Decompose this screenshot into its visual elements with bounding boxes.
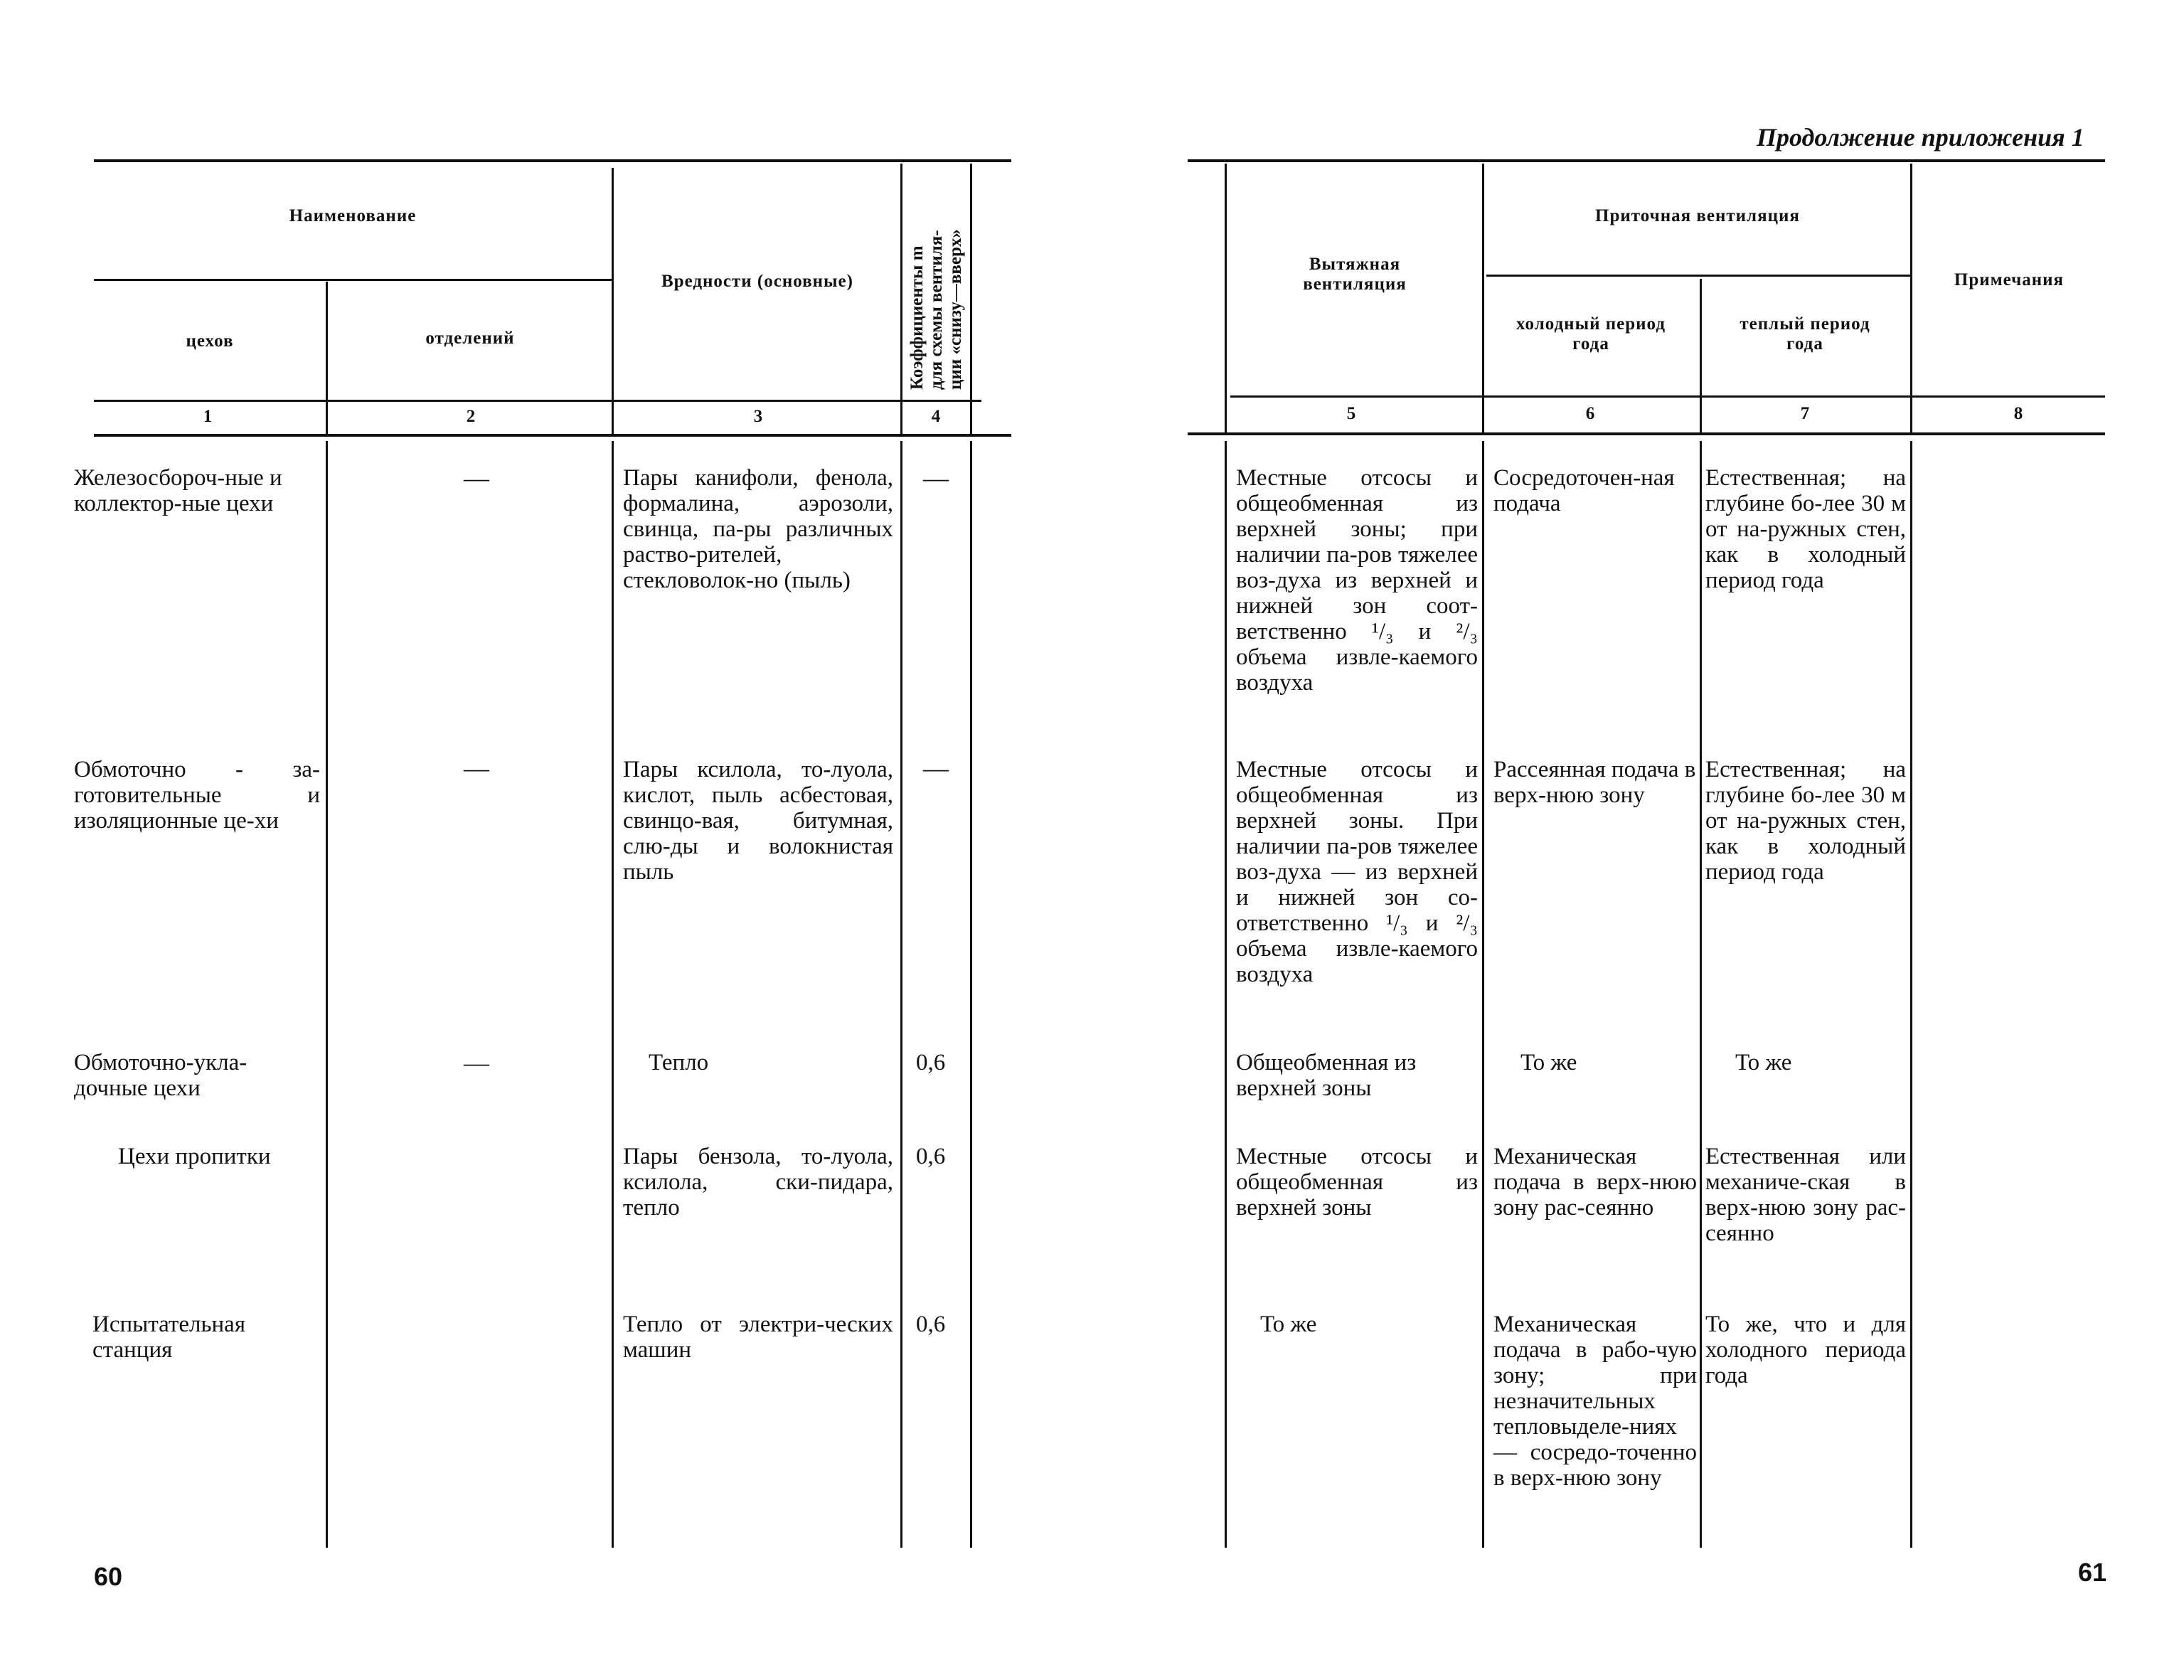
row2-vytyazhnaya: Местные отсосы и общеобменная из верхней зоны. При наличии па-ров тяжелее воз-духа — из верхней и нижней зон со-ответственно ¹/₃ и ²/₃ объема извле-каемого воздуха <box>1236 757 1478 987</box>
running-head: Продолжение приложения 1 <box>1757 123 2084 151</box>
table-top-rule-left <box>94 159 1011 162</box>
row4-vytyazhnaya: Местные отсосы и общеобменная из верхней зоны <box>1236 1144 1478 1221</box>
row3-teply: То же <box>1735 1050 1792 1075</box>
header-vrednosti: Вредности (основные) <box>661 272 853 291</box>
row1-otdelenie: — <box>464 464 489 492</box>
row2-otdelenie: — <box>464 754 489 782</box>
row3-vrednosti: Тепло <box>649 1050 709 1075</box>
page-number-left: 60 <box>94 1562 123 1591</box>
header-koeff-line-2: для схемы вентиля- <box>927 230 946 390</box>
colnum-bottom-rule-left <box>94 434 1011 437</box>
vrule-header-3-4 <box>900 164 902 434</box>
header-koeff-line-1: Коэффициенты m <box>907 245 927 390</box>
vrule-r-header-5-6 <box>1482 164 1484 432</box>
row5-kholodny: Механическая подача в рабо-чую зону; при незначительных тепловыделе-ниях — сосредо-точенно в верх-нюю зону <box>1493 1312 1697 1491</box>
row3-kholodny: То же <box>1520 1050 1577 1075</box>
colnum-6: 6 <box>1585 404 1595 423</box>
header-bottom-rule-right <box>1230 395 2105 398</box>
vrule-r-body-5-6 <box>1482 441 1484 1548</box>
header-bottom-rule-left <box>94 400 981 402</box>
row4-teply: Естественная или механиче-ская в верх-нюю зону рас-сеянно <box>1705 1144 1906 1246</box>
row2-vrednosti: Пары ксилола, то-луола, кислот, пыль асбестовая, свинцо-вая, битумная, слю-ды и волокнистая пыль <box>623 757 893 885</box>
row1-teply: Естественная; на глубине бо-лее 30 м от на-ружных стен, как в холодный период года <box>1705 465 1906 593</box>
row2-tsekh: Обмоточно - за-готовительные и изоляционные це-хи <box>74 757 320 834</box>
row1-kholodny: Сосредоточен-ная подача <box>1493 465 1675 516</box>
vrule-body-2-3 <box>612 441 614 1548</box>
header-vytyazhnaya: Вытяжная вентиляция <box>1303 255 1407 294</box>
vrule-r-header-6-7 <box>1700 279 1702 432</box>
vrule-header-4-end <box>970 164 972 434</box>
vrule-r-header-left <box>1225 164 1227 432</box>
header-primechaniya: Примечания <box>1954 270 2065 289</box>
vrule-r-body-6-7 <box>1700 441 1702 1548</box>
colnum-7: 7 <box>1800 404 1810 423</box>
row4-kholodny: Механическая подача в верх-нюю зону рас-сеянно <box>1493 1144 1697 1221</box>
row3-otdelenie: — <box>464 1048 489 1077</box>
header-teply: теплый период года <box>1740 314 1870 353</box>
vrule-body-4-end <box>970 441 972 1548</box>
vrule-header-1-2 <box>326 282 328 434</box>
vrule-r-body-7-8 <box>1910 441 1912 1548</box>
row4-vrednosti: Пары бензола, то-луола, ксилола, ски-пидара, тепло <box>623 1144 893 1221</box>
pritochnaya-rule <box>1486 275 1910 277</box>
vrule-body-3-4 <box>900 441 902 1548</box>
vrule-header-2-3 <box>612 168 614 434</box>
row5-vrednosti: Тепло от электри-ческих машин <box>623 1312 893 1363</box>
row3-vytyazhnaya: Общеобменная из верхней зоны <box>1236 1050 1417 1101</box>
row3-tsekh: Обмоточно-укла-дочные цехи <box>74 1050 247 1101</box>
colnum-5: 5 <box>1346 404 1356 423</box>
row2-koeff: — <box>923 754 949 782</box>
page-number-right: 61 <box>2078 1558 2107 1587</box>
row5-vytyazhnaya: То же <box>1260 1312 1317 1337</box>
header-koeff-line-3: ции «снизу—вверх» <box>946 229 965 390</box>
colnum-8: 8 <box>2013 404 2023 423</box>
header-pritochnaya: Приточная вентиляция <box>1595 206 1800 225</box>
row2-kholodny: Рассеянная подача в верх-нюю зону <box>1493 757 1696 808</box>
colnum-1: 1 <box>203 407 213 426</box>
header-kholodny: холодный период года <box>1516 314 1666 353</box>
vrule-r-header-7-8 <box>1910 164 1912 432</box>
row1-vytyazhnaya: Местные отсосы и общеобменная из верхней зоны; при наличии па-ров тяжелее воз-духа из верхней и нижней зон соот-ветственно ¹/₃ и ²/₃ объема извле-каемого воздуха <box>1236 465 1478 696</box>
header-otdeleniy: отделений <box>425 329 515 348</box>
row5-teply: То же, что и для холодного периода года <box>1705 1312 1906 1388</box>
row1-tsekh: Железосбороч-ные и коллектор-ные цехи <box>74 465 282 516</box>
colnum-2: 2 <box>466 407 476 426</box>
row4-koeff: 0,6 <box>916 1144 946 1169</box>
row1-koeff: — <box>923 464 949 492</box>
row5-tsekh: Испытательная станция <box>92 1312 245 1363</box>
vrule-r-body-left <box>1225 441 1227 1548</box>
colnum-4: 4 <box>931 407 941 426</box>
row3-koeff: 0,6 <box>916 1050 946 1075</box>
row1-vrednosti: Пары канифоли, фенола, формалина, аэрозоли, свинца, па-ры различных раство-рителей, стекловолок-но (пыль) <box>623 465 893 593</box>
vrule-body-1-2 <box>326 441 328 1548</box>
header-naimenovanie: Наименование <box>289 206 417 225</box>
naimenovanie-rule <box>94 279 612 281</box>
row4-tsekh: Цехи пропитки <box>118 1144 271 1169</box>
row2-teply: Естественная; на глубине бо-лее 30 м от на-ружных стен, как в холодный период года <box>1705 757 1906 885</box>
colnum-bottom-rule-right <box>1188 432 2105 435</box>
row5-koeff: 0,6 <box>916 1312 946 1337</box>
header-tsekhov: цехов <box>186 331 234 351</box>
table-top-rule-right <box>1188 159 2105 162</box>
colnum-3: 3 <box>753 407 763 426</box>
